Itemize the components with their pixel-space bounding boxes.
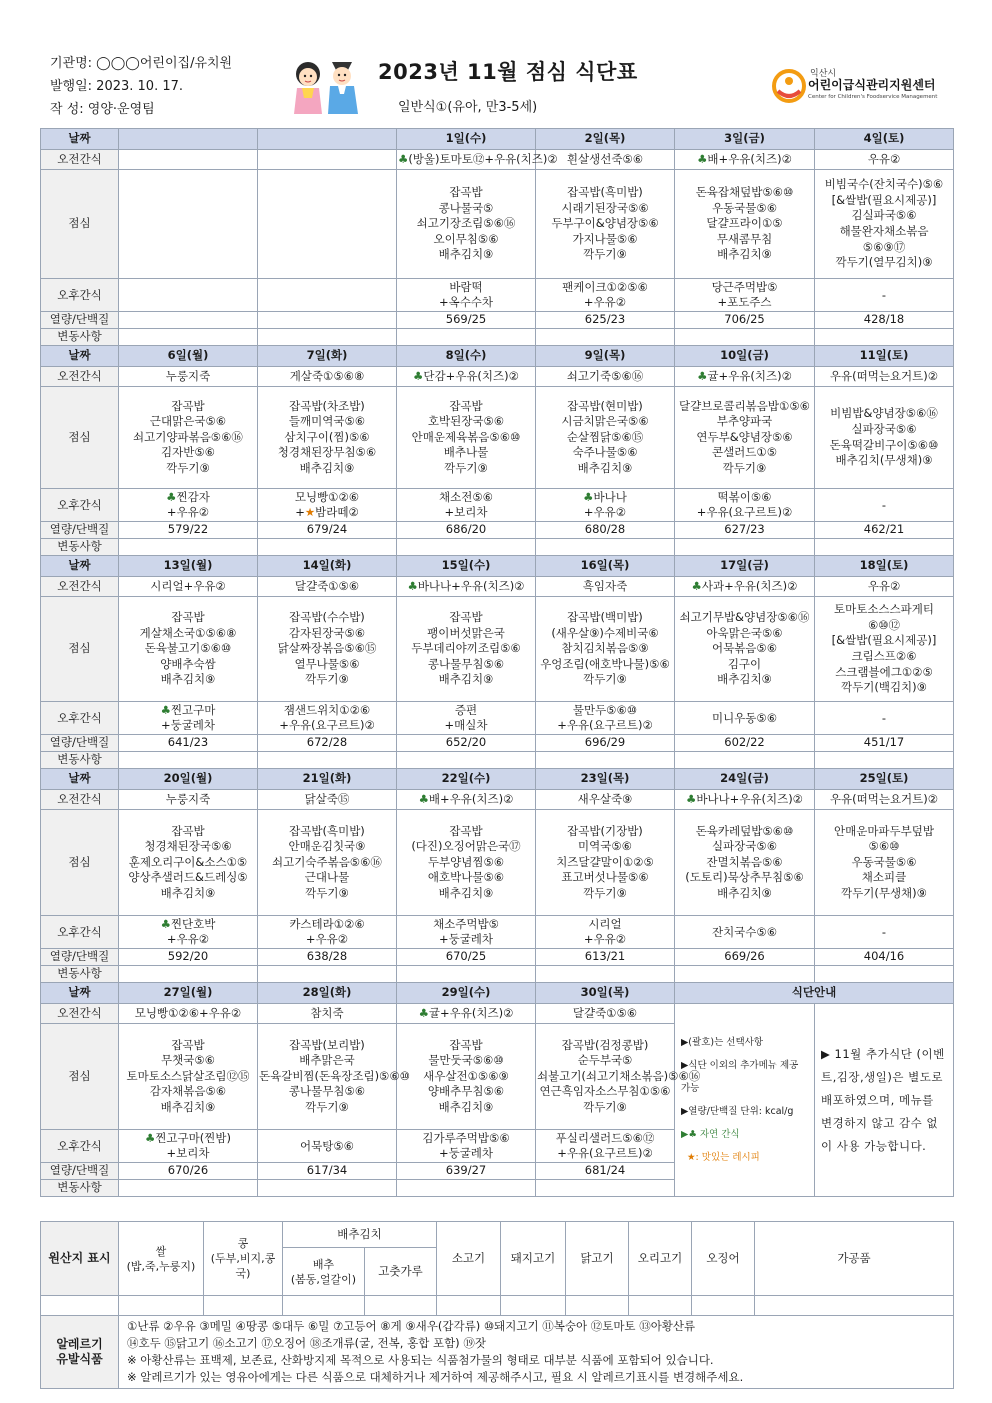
row-label-changes: 변동사항 [41, 329, 119, 346]
row-label-kcal: 열량/단백질 [41, 949, 119, 966]
row-label-kcal: 열량/단백질 [41, 312, 119, 329]
date-cell: 17일(금) [675, 556, 815, 577]
origin-kimchi: 배추김치 [283, 1222, 437, 1248]
clover-icon: ♣ [583, 490, 594, 504]
lunch-cell: 돈육잡채덮밥⑤⑥⑩ 우동국물⑤⑥ 달걀프라이①⑤ 무새콤무침 배추김치⑨ [675, 170, 815, 279]
row-label-date: 날짜 [41, 983, 119, 1004]
row-label-am_snack: 오전간식 [41, 577, 119, 597]
kcal-cell: 679/24 [258, 522, 397, 539]
clover-icon: ♣ [166, 490, 177, 504]
lunch-cell: 잡곡밥(기장밥) 미역국⑤⑥ 치즈달걀말이①②⑤ 표고버섯나물⑤⑥ 깍두기⑨ [536, 810, 675, 916]
logo-english: Center for Children's Foodservice Management [808, 94, 938, 100]
pm-snack-cell: - [815, 916, 954, 949]
info-note: ▶♣ 자연 간식 [681, 1129, 740, 1140]
pm-snack-cell: 어묵탕⑤⑥ [258, 1130, 397, 1163]
clover-icon: ♣ [407, 578, 418, 593]
logo-city: 익산시 [810, 69, 837, 79]
page-title: 2023년 11월 점심 식단표 [378, 60, 638, 84]
week-2-lunch-row [41, 387, 954, 489]
issue-date: 발행일: 2023. 10. 17. [50, 79, 184, 94]
kcal-cell: 672/28 [258, 735, 397, 752]
info-title: 식단안내 [675, 983, 954, 1004]
date-cell: 25일(토) [815, 769, 954, 790]
origin-beef: 소고기 [437, 1222, 501, 1296]
lunch-cell: 잡곡밥(검정콩밥) 순두부국⑤ 쇠불고기(쇠고기채소볶음)⑤⑥⑯ 연근흑임자소스무침①⑤⑥ 깍두기⑨ [536, 1024, 675, 1130]
pm-snack-cell: ♣찐고구마(찐밤) +보리차 [119, 1130, 258, 1163]
lunch-cell: 비빔밥&양념장⑤⑥⑯ 실파장국⑤⑥ 돈육떡갈비구이⑤⑥⑩ 배추김치(무생채)⑨ [815, 387, 954, 489]
changes-cell [675, 966, 815, 983]
week-2-pm_snack-row [41, 489, 954, 522]
am-snack-cell: 모닝빵①②⑥+우유② [119, 1004, 258, 1024]
date-cell: 10일(금) [675, 346, 815, 367]
pm-snack-cell: 잼샌드위치①②⑥ +우유(요구르트)② [258, 702, 397, 735]
origin-duck: 오리고기 [629, 1222, 692, 1296]
row-label-pm_snack: 오후간식 [41, 916, 119, 949]
week-4-lunch-row [41, 810, 954, 916]
week-4-date-row [41, 769, 954, 790]
week-1-date-row [41, 129, 954, 150]
lunch-cell: 잡곡밥(흑미밥) 시래기된장국⑤⑥ 두부구이&양념장⑤⑥ 가지나물⑤⑥ 깍두기⑨ [536, 170, 675, 279]
lunch-cell: 잡곡밥 콩나물국⑤ 쇠고기장조림⑤⑥⑯ 오이무침⑤⑥ 배추김치⑨ [397, 170, 536, 279]
date-cell: 9일(목) [536, 346, 675, 367]
pm-snack-cell [258, 279, 397, 312]
pm-snack-cell: 미니우동⑤⑥ [675, 702, 815, 735]
am-snack-cell: 누룽지죽 [119, 790, 258, 810]
allergy-line-3: ※ 아황산류는 표백제, 보존료, 산화방지제 목적으로 사용되는 식품첨가물의 형태로 대부분 식품에 포함되어 있습니다. [127, 1353, 714, 1367]
info-note: ▶식단 이외의 추가메뉴 제공 가능 [681, 1060, 799, 1094]
kcal-cell: 404/16 [815, 949, 954, 966]
lunch-cell: 잡곡밥 팽이버섯맑은국 두부데리야끼조림⑤⑥ 콩나물무침⑤⑥ 배추김치⑨ [397, 597, 536, 702]
lunch-cell: 잡곡밥(보리밥) 배추맑은국 돈육갈비찜(돈육장조림)⑤⑥⑩ 콩나물무침⑤⑥ 깍두기⑨ [258, 1024, 397, 1130]
week-1-lunch-row [41, 170, 954, 279]
changes-cell [119, 329, 258, 346]
info-notes-left [675, 1004, 815, 1197]
origin-cabbage: 배추 (봄동,얼갈이) [283, 1248, 365, 1296]
changes-cell [119, 752, 258, 769]
origin-squid: 오징어 [692, 1222, 755, 1296]
date-cell [258, 129, 397, 150]
week-1-changes-row [41, 329, 954, 346]
am-snack-cell: 참치죽 [258, 1004, 397, 1024]
kcal-cell: 696/29 [536, 735, 675, 752]
date-cell: 2일(목) [536, 129, 675, 150]
changes-cell [675, 539, 815, 556]
kcal-cell: 613/21 [536, 949, 675, 966]
pm-snack-cell: - [815, 279, 954, 312]
am-snack-cell: 우유(떠먹는요거트)② [815, 790, 954, 810]
clover-icon: ♣ [691, 578, 702, 593]
lunch-cell: 잡곡밥(수수밥) 감자된장국⑤⑥ 닭살짜장볶음⑤⑥⑮ 열무나물⑤⑥ 깍두기⑨ [258, 597, 397, 702]
lunch-cell: 잡곡밥 근대맑은국⑤⑥ 쇠고기양파볶음⑤⑥⑯ 김자반⑤⑥ 깍두기⑨ [119, 387, 258, 489]
lunch-cell: 잡곡밥(차조밥) 들깨미역국⑤⑥ 삼치구이(찜)⑤⑥ 청경채된장무침⑤⑥ 배추김치⑨ [258, 387, 397, 489]
lunch-cell: 잡곡밥 호박된장국⑤⑥ 안매운제육볶음⑤⑥⑩ 배추나물 깍두기⑨ [397, 387, 536, 489]
origin-allergy-table [40, 1221, 954, 1389]
date-cell: 18일(토) [815, 556, 954, 577]
week-2-kcal-row [41, 522, 954, 539]
row-label-date: 날짜 [41, 346, 119, 367]
row-label-changes: 변동사항 [41, 966, 119, 983]
row-label-date: 날짜 [41, 769, 119, 790]
changes-cell [258, 1180, 397, 1197]
kcal-cell: 641/23 [119, 735, 258, 752]
kcal-cell: 579/22 [119, 522, 258, 539]
am-snack-cell: ♣귤+우유(치즈)② [675, 367, 815, 387]
kcal-cell: 670/26 [119, 1163, 258, 1180]
lunch-cell: 잡곡밥 청경채된장국⑤⑥ 훈제오리구이&소스①⑤ 양상추샐러드&드레싱⑤ 배추김치⑨ [119, 810, 258, 916]
kcal-cell: 462/21 [815, 522, 954, 539]
pm-snack-cell: 채소주먹밥⑤ +둥굴레차 [397, 916, 536, 949]
changes-cell [536, 752, 675, 769]
date-cell: 20일(월) [119, 769, 258, 790]
row-label-kcal: 열량/단백질 [41, 735, 119, 752]
row-label-lunch: 점심 [41, 597, 119, 702]
kcal-cell: 680/28 [536, 522, 675, 539]
changes-cell [119, 539, 258, 556]
row-label-lunch: 점심 [41, 1024, 119, 1130]
changes-cell [119, 1180, 258, 1197]
changes-cell [258, 966, 397, 983]
pm-snack-cell: 김가루주먹밥⑤⑥ +둥굴레차 [397, 1130, 536, 1163]
changes-cell [536, 329, 675, 346]
changes-cell [258, 539, 397, 556]
changes-cell [815, 329, 954, 346]
kcal-cell: 706/25 [675, 312, 815, 329]
pm-snack-cell: 시리얼 +우유② [536, 916, 675, 949]
info-note: ★: 맛있는 레시피 [681, 1152, 760, 1163]
changes-cell [536, 966, 675, 983]
week-3-pm_snack-row [41, 702, 954, 735]
week-4-kcal-row [41, 949, 954, 966]
row-label-pm_snack: 오후간식 [41, 1130, 119, 1163]
kcal-cell: 592/20 [119, 949, 258, 966]
lunch-cell [119, 170, 258, 279]
changes-cell [815, 752, 954, 769]
row-label-lunch: 점심 [41, 810, 119, 916]
pm-snack-cell: 모닝빵①②⑥ +★밤라떼② [258, 489, 397, 522]
am-snack-cell: 새우살죽⑨ [536, 790, 675, 810]
week-3-am_snack-row [41, 577, 954, 597]
lunch-cell: 잡곡밥 물만둣국⑤⑥⑩ 새우살전①⑤⑥⑨ 양배추무침⑤⑥ 배추김치⑨ [397, 1024, 536, 1130]
week-1-kcal-row [41, 312, 954, 329]
lunch-cell: 잡곡밥 무챗국⑤⑥ 토마토소스닭살조림⑫⑮ 감자채볶음⑤⑥ 배추김치⑨ [119, 1024, 258, 1130]
institution-name: 기관명: ◯◯◯어린이집/유치원 [50, 56, 233, 71]
am-snack-cell: 달걀죽①⑤⑥ [536, 1004, 675, 1024]
am-snack-cell: ♣귤+우유(치즈)② [397, 1004, 536, 1024]
week-1-pm_snack-row [41, 279, 954, 312]
clover-icon: ♣ [688, 1129, 697, 1140]
pm-snack-cell: 푸실리샐러드⑤⑥⑫ +우유(요구르트)② [536, 1130, 675, 1163]
pm-snack-cell [119, 279, 258, 312]
kcal-cell: 686/20 [397, 522, 536, 539]
origin-rice: 쌀 (밥,죽,누룽지) [119, 1222, 204, 1296]
allergy-label: 알레르기 유발식품 [41, 1316, 119, 1389]
week-3-lunch-row [41, 597, 954, 702]
changes-cell [397, 539, 536, 556]
week-5-date-row [41, 983, 954, 1004]
changes-cell [536, 539, 675, 556]
week-1-am_snack-row [41, 150, 954, 170]
am-snack-cell: ♣배+우유(치즈)② [675, 150, 815, 170]
kcal-cell: 617/34 [258, 1163, 397, 1180]
pm-snack-cell: 떡볶이⑤⑥ +우유(요구르트)② [675, 489, 815, 522]
am-snack-cell: ♣바나나+우유(치즈)② [397, 577, 536, 597]
date-cell: 1일(수) [397, 129, 536, 150]
kcal-cell [258, 312, 397, 329]
kcal-cell: 638/28 [258, 949, 397, 966]
changes-cell [815, 539, 954, 556]
am-snack-cell: 흑임자죽 [536, 577, 675, 597]
week-4-am_snack-row [41, 790, 954, 810]
kcal-cell: 627/23 [675, 522, 815, 539]
info-note: ▶(괄호)는 선택사항 [681, 1037, 763, 1048]
pm-snack-cell: ♣찐감자 +우유② [119, 489, 258, 522]
am-snack-cell: 흰살생선죽⑤⑥ [536, 150, 675, 170]
am-snack-cell: ♣사과+우유(치즈)② [675, 577, 815, 597]
am-snack-cell: 닭살죽⑮ [258, 790, 397, 810]
pm-snack-cell: ♣찐단호박 +우유② [119, 916, 258, 949]
children-illustration [288, 54, 362, 116]
week-2-date-row [41, 346, 954, 367]
date-cell: 13일(월) [119, 556, 258, 577]
lunch-cell: 잡곡밥(흑미밥) 안매운김칫국⑨ 쇠고기숙주볶음⑤⑥⑯ 근대나물 깍두기⑨ [258, 810, 397, 916]
row-label-date: 날짜 [41, 556, 119, 577]
am-snack-cell: 우유② [815, 577, 954, 597]
allergy-line-2: ⑭호두 ⑮닭고기 ⑯소고기 ⑰오징어 ⑱조개류(굴, 전복, 홍합 포함) ⑲잣 [127, 1336, 486, 1350]
am-snack-cell: ♣바나나+우유(치즈)② [675, 790, 815, 810]
am-snack-cell [258, 150, 397, 170]
am-snack-cell: 우유② [815, 150, 954, 170]
changes-cell [397, 752, 536, 769]
page-header [0, 0, 992, 128]
menu-table [40, 128, 954, 1197]
info-note: ▶열량/단백질 단위: kcal/g [681, 1106, 794, 1117]
changes-cell [119, 966, 258, 983]
changes-cell [397, 329, 536, 346]
origin-bean: 콩 (두부,비지,콩국) [204, 1222, 283, 1296]
lunch-cell [258, 170, 397, 279]
row-label-am_snack: 오전간식 [41, 367, 119, 387]
row-label-kcal: 열량/단백질 [41, 522, 119, 539]
info-extra-menu-note: ▶ 11월 추가식단 (이벤트,김장,생일)은 별도로 배포하였으며, 메뉴를 변경하지 않고 감수 없이 사용 가능합니다. [821, 1046, 945, 1153]
am-snack-cell: 쇠고기죽⑤⑥⑯ [536, 367, 675, 387]
row-label-changes: 변동사항 [41, 539, 119, 556]
am-snack-cell: 시리얼+우유② [119, 577, 258, 597]
kcal-cell: 670/25 [397, 949, 536, 966]
origin-processed: 가공품 [755, 1222, 954, 1296]
week-4-pm_snack-row [41, 916, 954, 949]
lunch-cell: 잡곡밥 게살채소국①⑤⑥⑧ 돈육불고기⑤⑥⑩ 양배추숙쌈 배추김치⑨ [119, 597, 258, 702]
pm-snack-cell: ♣찐고구마 +둥굴레차 [119, 702, 258, 735]
clover-icon: ♣ [697, 151, 708, 166]
page-subtitle: 일반식①(유아, 만3-5세) [398, 100, 538, 115]
date-cell: 3일(금) [675, 129, 815, 150]
date-cell: 23일(목) [536, 769, 675, 790]
allergy-info [119, 1316, 954, 1389]
date-cell: 4일(토) [815, 129, 954, 150]
changes-cell [675, 752, 815, 769]
pm-snack-cell: 증편 +매실차 [397, 702, 536, 735]
week-2-am_snack-row [41, 367, 954, 387]
lunch-cell: 안매운마파두부덮밥 ⑤⑥⑩ 우동국물⑤⑥ 채소피클 깍두기(무생채)⑨ [815, 810, 954, 916]
pm-snack-cell: 물만두⑤⑥⑩ +우유(요구르트)② [536, 702, 675, 735]
allergy-line-4: ※ 알레르기가 있는 영유아에게는 다른 식품으로 대체하거나 제거하여 제공해주시고, 필요 시 알레르기표시를 변경해주세요. [127, 1370, 744, 1384]
kcal-cell: 451/17 [815, 735, 954, 752]
kcal-cell [119, 312, 258, 329]
info-notes-right [815, 1004, 954, 1197]
kcal-cell: 569/25 [397, 312, 536, 329]
clover-icon: ♣ [160, 917, 171, 931]
row-label-lunch: 점심 [41, 387, 119, 489]
week-3-changes-row [41, 752, 954, 769]
lunch-cell: 잡곡밥(현미밥) 시금치맑은국⑤⑥ 순살찜닭⑤⑥⑮ 숙주나물⑤⑥ 배추김치⑨ [536, 387, 675, 489]
pm-snack-cell: - [815, 489, 954, 522]
lunch-cell: 쇠고기무밥&양념장⑤⑥⑯ 아욱맑은국⑤⑥ 어묵볶음⑤⑥ 김구이 배추김치⑨ [675, 597, 815, 702]
row-label-kcal: 열량/단백질 [41, 1163, 119, 1180]
kcal-cell: 681/24 [536, 1163, 675, 1180]
allergy-line-1: ①난류 ②우유 ③메밀 ④땅콩 ⑤대두 ⑥밀 ⑦고등어 ⑧게 ⑨새우(갑각류) ⑩돼지고기 ⑪복숭아 ⑫토마토 ⑬아황산류 [127, 1319, 696, 1333]
row-label-changes: 변동사항 [41, 1180, 119, 1197]
changes-cell [397, 1180, 536, 1197]
week-5-am_snack-row [41, 1004, 954, 1024]
lunch-cell: 잡곡밥(백미밥) (새우살⑨)수제비국⑥ 참치김치볶음⑤⑨ 우엉조림(애호박나물)⑤⑥ 깍두기⑨ [536, 597, 675, 702]
center-logo [772, 66, 942, 106]
row-label-pm_snack: 오후간식 [41, 702, 119, 735]
row-label-changes: 변동사항 [41, 752, 119, 769]
changes-cell [675, 329, 815, 346]
row-label-pm_snack: 오후간식 [41, 279, 119, 312]
changes-cell [258, 329, 397, 346]
pm-snack-cell: - [815, 702, 954, 735]
date-cell: 28일(화) [258, 983, 397, 1004]
origin-label: 원산지 표시 [41, 1222, 119, 1296]
clover-icon: ♣ [418, 791, 429, 806]
row-label-am_snack: 오전간식 [41, 1004, 119, 1024]
row-label-am_snack: 오전간식 [41, 790, 119, 810]
date-cell: 7일(화) [258, 346, 397, 367]
date-cell: 6일(월) [119, 346, 258, 367]
lunch-cell: 돈육카레덮밥⑤⑥⑩ 실파장국⑤⑥ 잔멸치볶음⑤⑥ (도토리)묵상추무침⑤⑥ 배추김치⑨ [675, 810, 815, 916]
pm-snack-cell: 당근주먹밥⑤ +포도주스 [675, 279, 815, 312]
pm-snack-cell: 팬케이크①②⑤⑥ +우유② [536, 279, 675, 312]
logo-name: 어린이급식관리지원센터 [808, 78, 936, 92]
date-cell [119, 129, 258, 150]
date-cell: 27일(월) [119, 983, 258, 1004]
star-icon: ★ [304, 505, 316, 519]
origin-chicken: 닭고기 [566, 1222, 629, 1296]
am-snack-cell: 게살죽①⑤⑥⑧ [258, 367, 397, 387]
date-cell: 11일(토) [815, 346, 954, 367]
kcal-cell: 602/22 [675, 735, 815, 752]
am-snack-cell: ♣단감+우유(치즈)② [397, 367, 536, 387]
pm-snack-cell: 카스테라①②⑥ +우유② [258, 916, 397, 949]
kcal-cell: 639/27 [397, 1163, 536, 1180]
origin-pepper: 고춧가루 [365, 1248, 437, 1296]
date-cell: 24일(금) [675, 769, 815, 790]
am-snack-cell: 우유(떠먹는요거트)② [815, 367, 954, 387]
clover-icon: ♣ [413, 368, 424, 383]
row-label-pm_snack: 오후간식 [41, 489, 119, 522]
kcal-cell: 428/18 [815, 312, 954, 329]
changes-cell [397, 966, 536, 983]
week-3-kcal-row [41, 735, 954, 752]
lunch-cell: 달걀브로콜리볶음밥①⑤⑥ 부추양파국 연두부&양념장⑤⑥ 콘샐러드①⑤ 깍두기⑨ [675, 387, 815, 489]
date-cell: 30일(목) [536, 983, 675, 1004]
row-label-date: 날짜 [41, 129, 119, 150]
clover-icon: ♣ [145, 1131, 156, 1145]
date-cell: 15일(수) [397, 556, 536, 577]
logo-icon [772, 69, 806, 103]
lunch-cell: 잡곡밥 (다진)오징어맑은국⑰ 두부양념찜⑤⑥ 애호박나물⑤⑥ 배추김치⑨ [397, 810, 536, 916]
date-cell: 14일(화) [258, 556, 397, 577]
author: 작 성: 영양·운영팀 [50, 102, 155, 117]
date-cell: 21일(화) [258, 769, 397, 790]
date-cell: 16일(목) [536, 556, 675, 577]
clover-icon: ♣ [398, 151, 409, 166]
changes-cell [815, 966, 954, 983]
date-cell: 22일(수) [397, 769, 536, 790]
pm-snack-cell: 채소전⑤⑥ +보리차 [397, 489, 536, 522]
am-snack-cell: ♣배+우유(치즈)② [397, 790, 536, 810]
origin-pork: 돼지고기 [501, 1222, 566, 1296]
clover-icon: ♣ [160, 703, 171, 717]
kcal-cell: 625/23 [536, 312, 675, 329]
pm-snack-cell: ♣바나나 +우유② [536, 489, 675, 522]
am-snack-cell: 달걀죽①⑤⑥ [258, 577, 397, 597]
pm-snack-cell: 잔치국수⑤⑥ [675, 916, 815, 949]
date-cell: 8일(수) [397, 346, 536, 367]
date-cell: 29일(수) [397, 983, 536, 1004]
am-snack-cell [119, 150, 258, 170]
week-2-changes-row [41, 539, 954, 556]
am-snack-cell: ♣(방울)토마토⑫+우유(치즈)② [397, 150, 536, 170]
changes-cell [536, 1180, 675, 1197]
week-3-date-row [41, 556, 954, 577]
lunch-cell: 토마토소스스파게티 ⑥⑩⑫ [&쌀밥(필요시제공)] 크림스프②⑥ 스크램블에그①②⑤ 깍두기(백김치)⑨ [815, 597, 954, 702]
kcal-cell: 669/26 [675, 949, 815, 966]
clover-icon: ♣ [686, 791, 697, 806]
clover-icon: ♣ [697, 368, 708, 383]
changes-cell [258, 752, 397, 769]
week-4-changes-row [41, 966, 954, 983]
am-snack-cell: 누룽지죽 [119, 367, 258, 387]
kcal-cell: 652/20 [397, 735, 536, 752]
lunch-cell: 비빔국수(잔치국수)⑤⑥ [&쌀밥(필요시제공)] 김실파국⑤⑥ 해물완자채소볶음 ⑤⑥⑨⑰ 깍두기(열무김치)⑨ [815, 170, 954, 279]
document-meta [50, 52, 232, 121]
row-label-am_snack: 오전간식 [41, 150, 119, 170]
clover-icon: ♣ [418, 1005, 429, 1020]
pm-snack-cell: 바람떡 +옥수수차 [397, 279, 536, 312]
row-label-lunch: 점심 [41, 170, 119, 279]
